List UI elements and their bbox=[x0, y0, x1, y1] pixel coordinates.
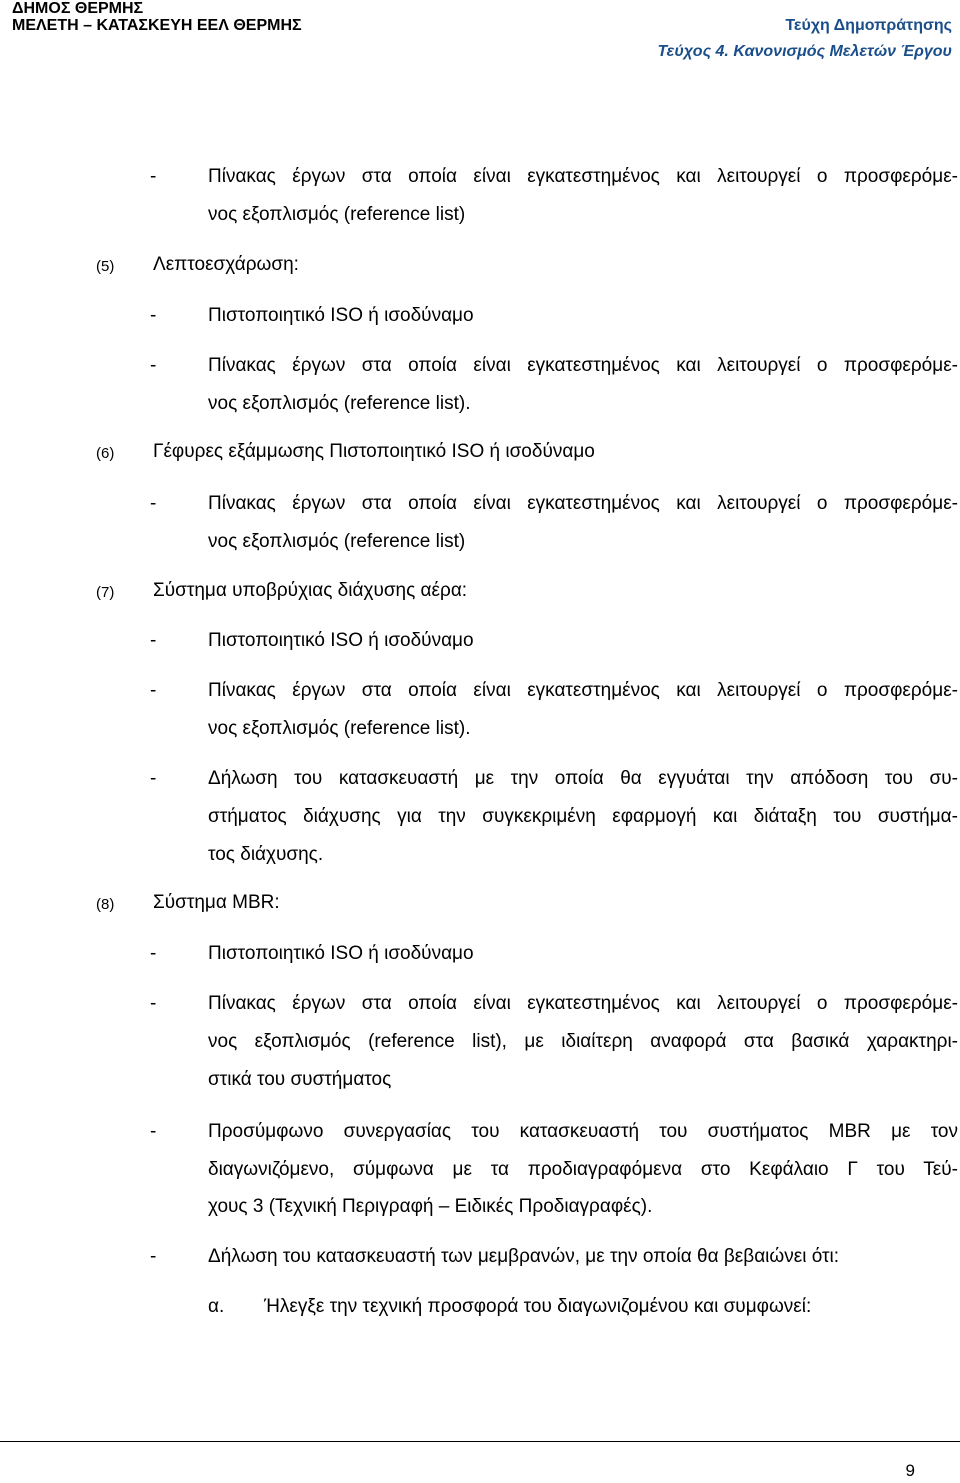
bullet-text: Πίνακας έργων στα οποία είναι εγκατεστημένος και λειτουργεί ο προσφερόμε- bbox=[208, 993, 958, 1014]
sub-item-label: α. bbox=[208, 1296, 225, 1317]
section-number: (6) bbox=[96, 445, 115, 462]
section-number: (7) bbox=[96, 584, 115, 601]
bullet-text: στήματος διάχυσης για την συγκεκριμένη εφαρμογή και διάταξη του συστήμα- bbox=[208, 806, 958, 827]
page-header bbox=[0, 0, 960, 60]
header-volume: Τεύχος 4. Κανονισμός Μελετών Έργου bbox=[657, 43, 952, 60]
header-org: ΔΗΜΟΣ ΘΕΡΜΗΣ bbox=[12, 0, 144, 17]
header-right bbox=[657, 13, 952, 65]
bullet-text: Προσύμφωνο συνεργασίας του κατασκευαστή του συστήματος MBR με τον bbox=[208, 1121, 958, 1142]
header-left bbox=[12, 0, 302, 34]
bullet-dash: - bbox=[150, 768, 157, 789]
bullet-text: νος εξοπλισμός (reference list) bbox=[208, 531, 466, 552]
page-number: 9 bbox=[905, 1461, 915, 1480]
bullet-text: νος εξοπλισμός (reference list). bbox=[208, 393, 471, 414]
bullet-text: Δήλωση του κατασκευαστή των μεμβρανών, με την οποία θα βεβαιώνει ότι: bbox=[208, 1246, 840, 1267]
bullet-dash: - bbox=[150, 630, 157, 651]
section-number: (5) bbox=[96, 258, 115, 275]
bullet-text: διαγωνιζόμενο, σύμφωνα με τα προδιαγραφόμενα στο Κεφάλαιο Γ του Τεύ- bbox=[208, 1159, 958, 1180]
footer-rule bbox=[0, 1441, 960, 1442]
bullet-text: στικά του συστήματος bbox=[208, 1069, 392, 1090]
bullet-text: Πίνακας έργων στα οποία είναι εγκατεστημένος και λειτουργεί ο προσφερόμε- bbox=[208, 493, 958, 514]
bullet-text: νος εξοπλισμός (reference list), με ιδιαίτερη αναφορά στα βασικά χαρακτηρι- bbox=[208, 1031, 958, 1052]
bullet-text: Πίνακας έργων στα οποία είναι εγκατεστημένος και λειτουργεί ο προσφερόμε- bbox=[208, 680, 958, 701]
bullet-dash: - bbox=[150, 355, 157, 376]
section-title: Γέφυρες εξάμμωσης Πιστοποιητικό ISO ή ισοδύναμο bbox=[153, 441, 595, 462]
bullet-dash: - bbox=[150, 943, 157, 964]
bullet-dash: - bbox=[150, 166, 157, 187]
bullet-text: Πιστοποιητικό ISO ή ισοδύναμο bbox=[208, 305, 474, 326]
bullet-text: νος εξοπλισμός (reference list) bbox=[208, 204, 466, 225]
header-doc-set: Τεύχη Δημοπράτησης bbox=[785, 17, 952, 34]
bullet-dash: - bbox=[150, 1246, 157, 1267]
section-title: Σύστημα MBR: bbox=[153, 892, 280, 913]
bullet-text: Δήλωση του κατασκευαστή με την οποία θα εγγυάται την απόδοση του συ- bbox=[208, 768, 958, 789]
header-project: ΜΕΛΕΤΗ – ΚΑΤΑΣΚΕΥΗ ΕΕΛ ΘΕΡΜΗΣ bbox=[12, 17, 302, 34]
bullet-dash: - bbox=[150, 680, 157, 701]
bullet-text: Πίνακας έργων στα οποία είναι εγκατεστημένος και λειτουργεί ο προσφερόμε- bbox=[208, 355, 958, 376]
sub-item-text: Ήλεγξε την τεχνική προσφορά του διαγωνιζομένου και συμφωνεί: bbox=[264, 1296, 812, 1317]
bullet-text: Πιστοποιητικό ISO ή ισοδύναμο bbox=[208, 630, 474, 651]
bullet-dash: - bbox=[150, 993, 157, 1014]
bullet-text: τος διάχυσης. bbox=[208, 844, 324, 865]
bullet-dash: - bbox=[150, 493, 157, 514]
bullet-text: χους 3 (Τεχνική Περιγραφή – Ειδικές Προδιαγραφές). bbox=[208, 1196, 653, 1217]
section-number: (8) bbox=[96, 896, 115, 913]
bullet-dash: - bbox=[150, 1121, 157, 1142]
section-title: Λεπτοεσχάρωση: bbox=[153, 254, 299, 275]
section-title: Σύστημα υποβρύχιας διάχυσης αέρα: bbox=[153, 580, 468, 601]
bullet-text: νος εξοπλισμός (reference list). bbox=[208, 718, 471, 739]
bullet-text: Πιστοποιητικό ISO ή ισοδύναμο bbox=[208, 943, 474, 964]
bullet-dash: - bbox=[150, 305, 157, 326]
bullet-text: Πίνακας έργων στα οποία είναι εγκατεστημένος και λειτουργεί ο προσφερόμε- bbox=[208, 166, 958, 187]
